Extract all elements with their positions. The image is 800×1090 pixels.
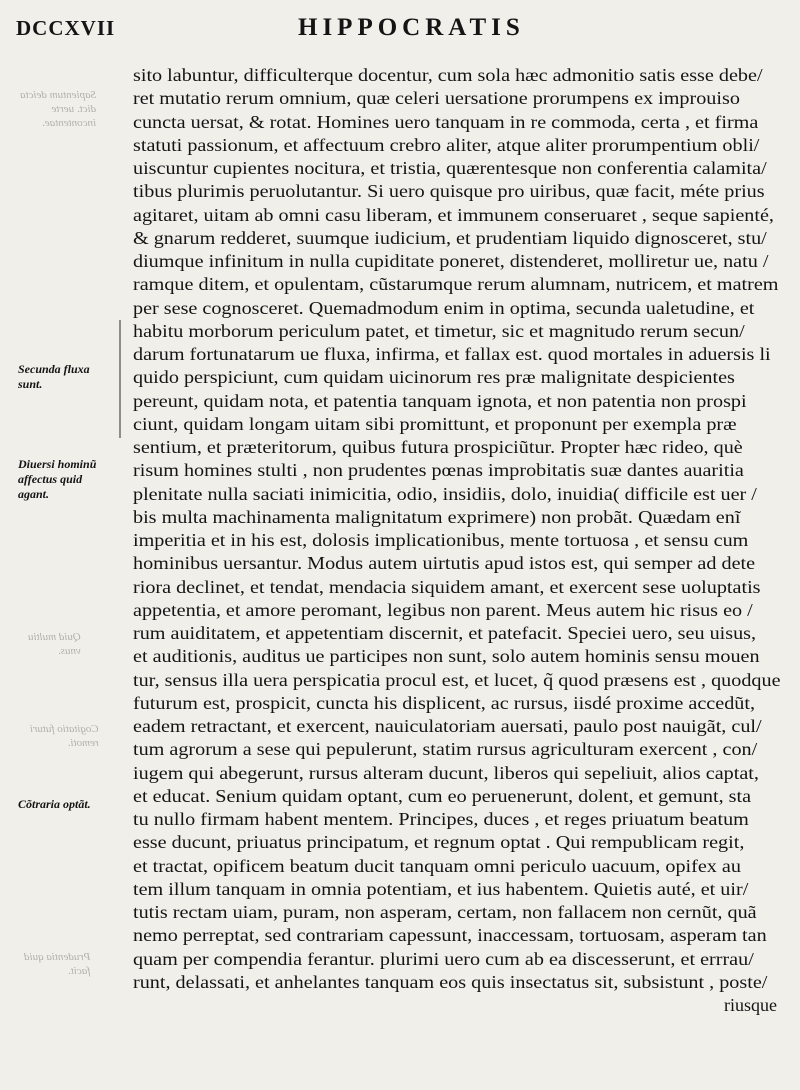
margin-note-diuersi-hominum: Diuersi hominũ affectus quid agant.: [18, 457, 97, 501]
text-line: sentium, et præteritorum, quibus futura prospiciũtur. Propter hæc rideo, què: [133, 437, 743, 457]
text-line: et auditionis, auditus ue participes non sunt, solo autem hominis sensu mouen: [133, 646, 760, 667]
text-line: habitu morborum periculum patet, et timetur, sic et magnitudo rerum secun/: [133, 320, 745, 341]
main-text-block: [133, 64, 781, 1017]
catchword: riusque: [724, 995, 777, 1015]
text-line: uiscuntur cupientes nocitura, et tristia, quærentesque non conferentia calamita/: [133, 158, 767, 178]
text-line: quam per compendia ferantur. plurimi uero cum ab ea discesserunt, et errrau/: [133, 948, 754, 969]
text-line: et educat. Senium quidam optant, cum eo peruenerunt, dolent, et gemunt, sta: [133, 785, 752, 806]
text-line: ramque ditem, et opulentam, cũstarumque rerum alumnam, nutricem, et matrem: [133, 274, 779, 295]
text-line: hominibus uersantur. Modus autem uirtutis apud istos est, qui semper ad dete: [133, 553, 756, 574]
text-line: plenitate nulla saciati inimicitia, odio, insidiis, dolo, inuidia( difficile est uer /: [133, 483, 757, 504]
text-line: statuti passionum, et affectuum crebro aliter, atque aliter prorumpentium obli/: [133, 134, 760, 155]
page-number: DCCXVII: [16, 16, 116, 40]
text-line: tur, sensus illa uera perspicatia procul est, et lucet, q̃ quod præsens est , quodque: [133, 669, 781, 690]
text-line: risum homines stulti , non prudentes pœnas improbitatis suæ dantes auaritia: [133, 460, 744, 481]
bleed-through-note-2: Quid multiu vnus.: [28, 631, 81, 657]
text-line: riora declinet, et tendat, mendacia siquidem amant, et exercent sese uoluptatis: [133, 576, 761, 597]
bleed-through-note-1: Sapientum deicta dict. uerte incontentae.: [20, 89, 97, 129]
text-line: tutis rectam uiam, puram, non asperam, certam, non fallacem non cernũt, quã: [133, 902, 757, 922]
text-line: & gnarum redderet, suumque iudicium, et prudentiam liquido dignosceret, stu/: [133, 227, 767, 248]
running-head: HIPPOCRATIS: [298, 14, 525, 41]
text-line: iugem qui abegerunt, rursus alteram ducunt, liberos qui sepeliuit, alios captat,: [133, 762, 759, 783]
text-line: nemo perreptat, sed contrariam capessunt, inaccessam, tortuosam, asperam tan: [133, 925, 767, 946]
text-line: tum agrorum a sese qui pepulerunt, statim rursus agriculturam exercent , con/: [133, 739, 758, 760]
text-line: sito labuntur, difficulterque docentur, cum sola hæc admonitio satis esse debe/: [133, 65, 763, 85]
margin-note-contraria-optant: Cõtraria optãt.: [18, 797, 91, 811]
text-line: darum fortunatarum ue fluxa, infirma, et fallax est. quod mortales in aduersis li: [133, 344, 771, 364]
text-line: imperitia et in his est, dolosis implicationibus, mente tortuosa , et sensu cum: [133, 530, 749, 550]
text-line: appetentia, et amore peromant, legibus non parent. Meus autem hic risus eo /: [133, 599, 753, 620]
bleed-through-note-4: Prudentia quid facit.: [24, 951, 91, 977]
text-line: tu nullo firmam habent mentem. Principes, duces , et reges priuatum beatum: [133, 809, 749, 829]
text-line: futurum est, prospicit, cuncta his displicent, ac rursus, iisdé proxime accedũt,: [133, 692, 756, 713]
text-line: eadem retractant, et exercent, nauiculatoriam auersati, paulo post nauigãt, cul/: [133, 716, 762, 736]
text-line: esse ducunt, priuatus principatum, et regnum optat . Qui rempublicam regit,: [133, 832, 745, 853]
text-line: agitaret, uitam ab omni casu liberam, et immunem conseruaret , seque sapienté,: [133, 204, 774, 225]
text-line: tibus plurimis peruolutantur. Si uero quisque pro uiribus, quæ facit, méte prius: [133, 181, 765, 202]
text-line: bis multa machinamenta malignitatum exprimere) non probãt. Quædam enĩ: [133, 506, 741, 527]
text-line: per sese cognosceret. Quemadmodum enim in optima, secunda ualetudine, et: [133, 297, 755, 318]
text-line: tem illum tanquam in omnia potentiam, et ius habentem. Quietis auté, et uir/: [133, 878, 749, 899]
text-line: et tractat, opificem beatum ducit tanquam omni periculo uacuum, opifex au: [133, 855, 741, 876]
text-line: ciunt, quidam longam uitam sibi promittunt, et proponunt per exempla præ: [133, 413, 737, 434]
text-line: diumque infinitum in nulla cupiditate poneret, distenderet, molliretur ue, natu /: [133, 251, 769, 271]
text-line: pereunt, quidam nota, et patentia tanquam ignota, et non patentia non prospi: [133, 390, 747, 411]
text-line: ret mutatio rerum omnium, quæ celeri uersatione prorumpens ex improuiso: [133, 88, 740, 109]
bleed-through-note-3: Cogitatio futuri remoti.: [30, 723, 99, 749]
text-line: cuncta uersat, & rotat. Homines uero tanquam in re commoda, certa , et firma: [133, 111, 759, 132]
margin-note-secunda-fluxa: Secunda fluxa sunt.: [18, 362, 90, 391]
text-line: quido perspiciunt, cum quidam uicinorum res præ malignitate despicientes: [133, 367, 735, 388]
text-line: rum auiditatem, et appetentiam discernit, et patefacit. Speciei uero, seu uisus,: [133, 623, 757, 643]
text-line: runt, delassati, et anhelantes tanquam eos quis insectatus sit, subsistunt , poste/: [133, 971, 768, 992]
